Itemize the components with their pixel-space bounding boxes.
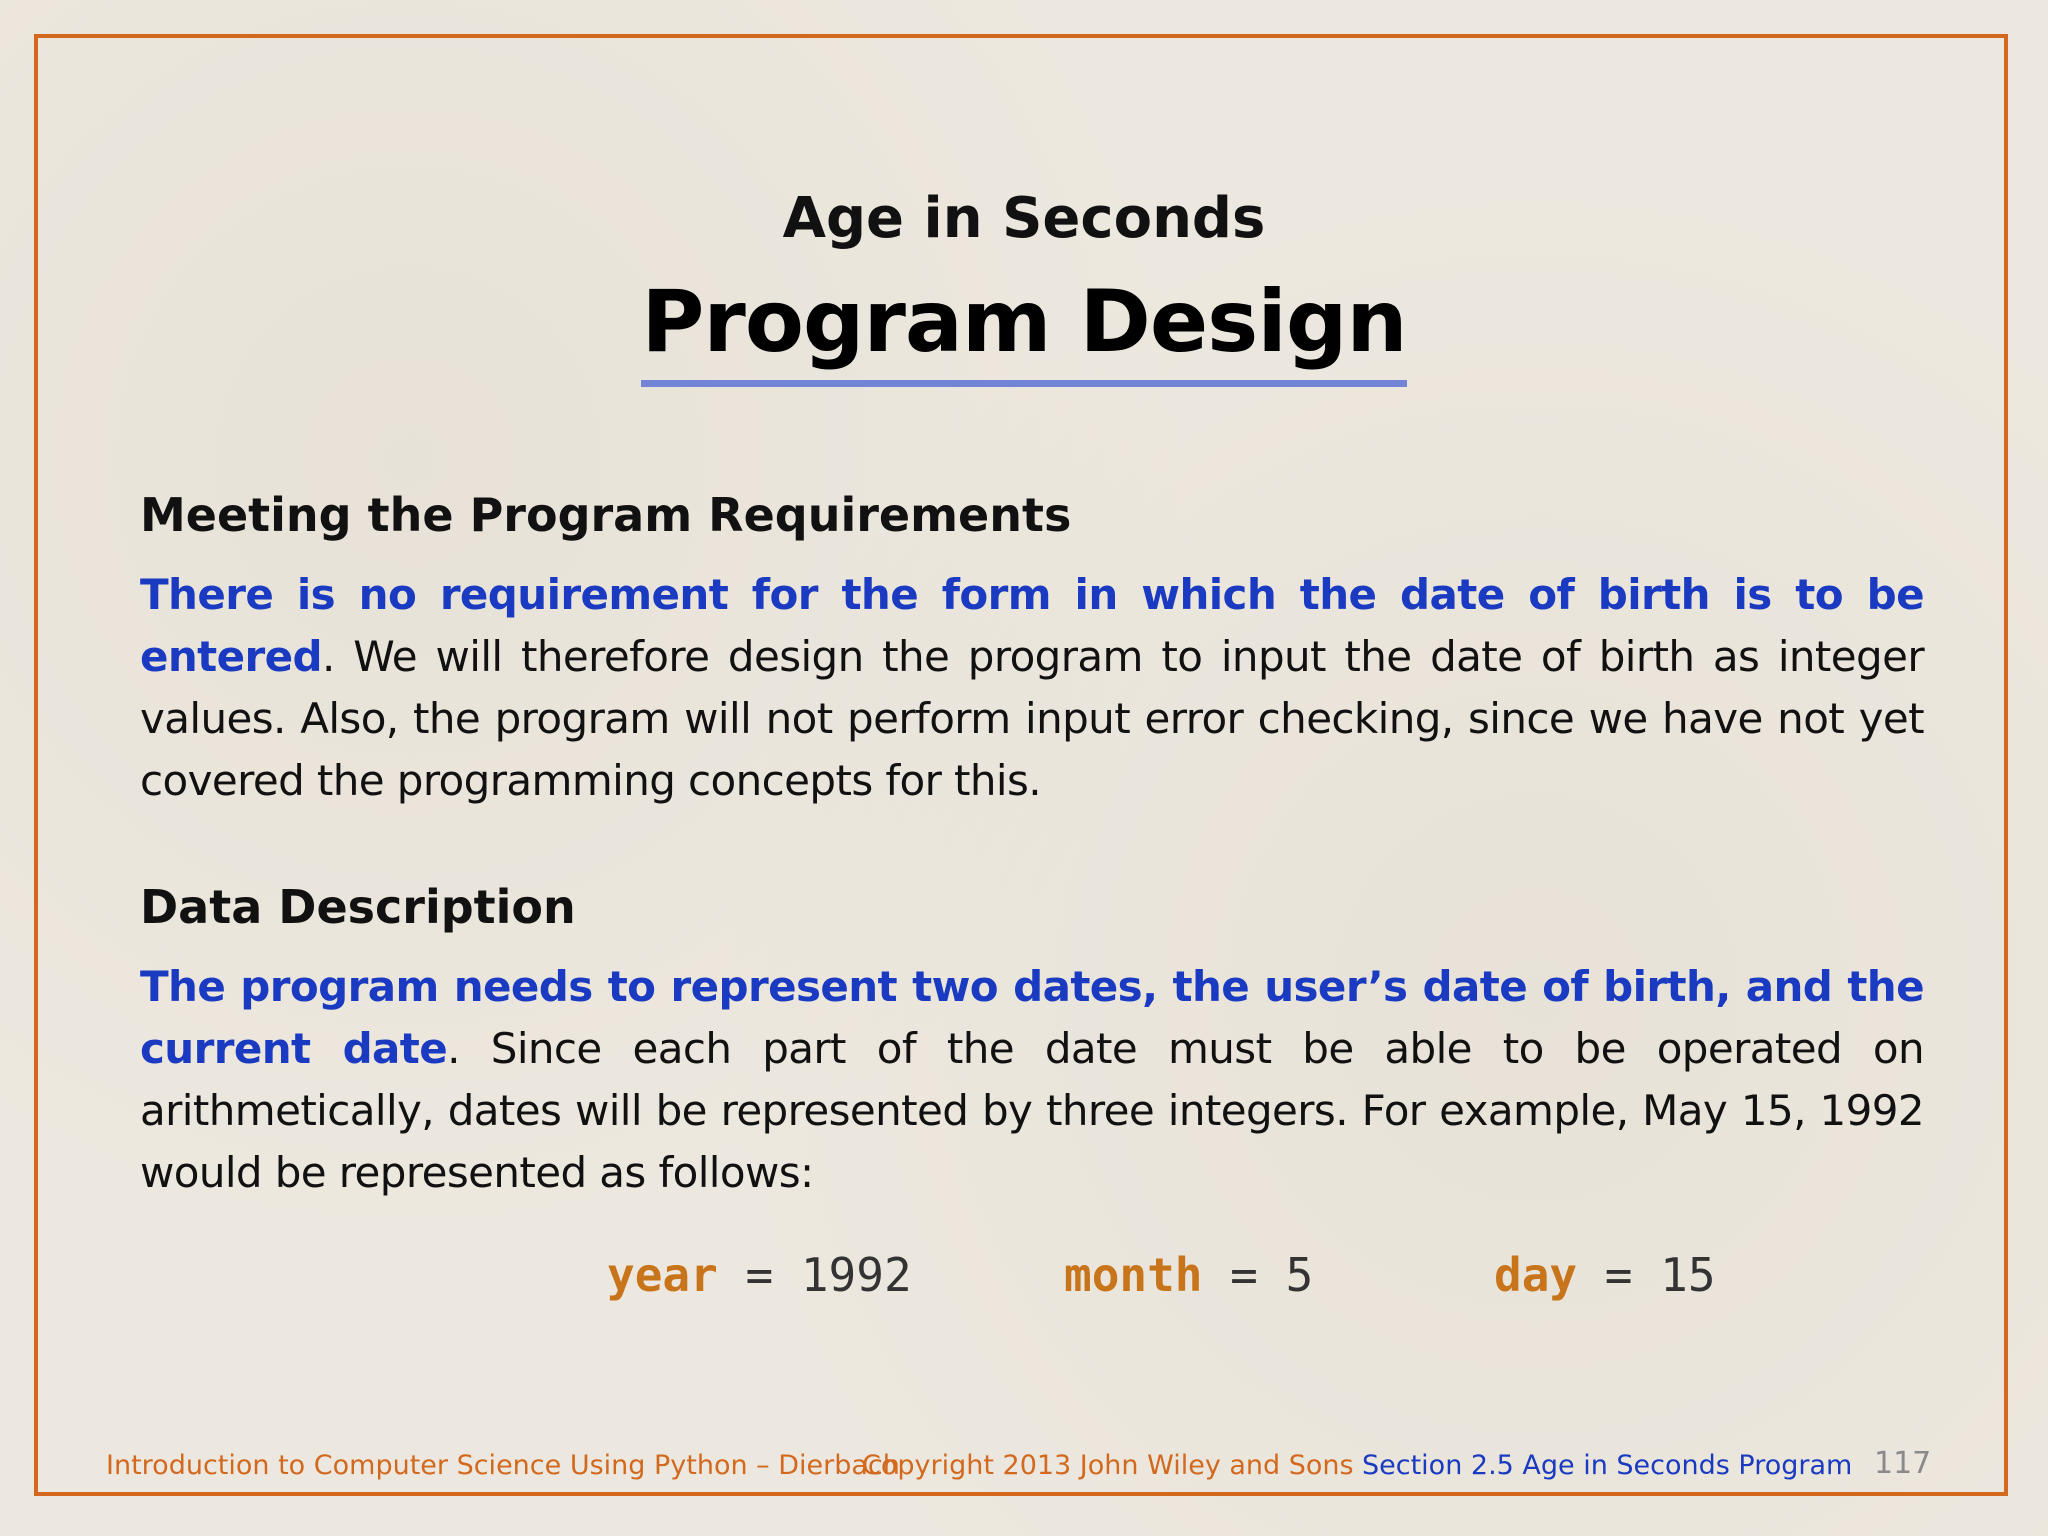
body-text: . Since each part of the date must be able to be operated on arithmetically, dates will be represented by three integers. For example, May 15, 1992 would be represented as follows: [140,1024,1925,1197]
code-year [607,1248,912,1302]
highlight-text: The program needs to represent two dates, the user’s date of birth, and the current date [140,962,1924,1073]
code-var-day: day [1494,1248,1578,1302]
slide-subtitle: Age in Seconds [782,186,1266,251]
footer-book: Introduction to Computer Science Using Python – Dierbach [106,1450,900,1481]
slide-title: Program Design [641,272,1406,387]
section-requirements [140,488,1924,812]
code-value-year: = 1992 [717,1248,912,1302]
code-value-month: = 5 [1202,1248,1314,1302]
footer-copyright: Copyright 2013 John Wiley and Sons [862,1450,1354,1481]
section-paragraph [140,564,1924,812]
code-month [1064,1248,1313,1302]
slide-title-wrap [0,272,2048,387]
code-var-year: year [607,1248,718,1302]
code-var-month: month [1064,1248,1203,1302]
code-day [1494,1248,1716,1302]
body-text: . We will therefore design the program to input the date of birth as integer values. Also, the program will not perform input error checking, since we have not yet covered the programming concepts for this. [140,632,1924,805]
section-heading: Data Description [140,880,576,934]
highlight-text: There is no requirement for the form in which the date of birth is to be entered [140,570,1924,681]
section-heading: Meeting the Program Requirements [140,488,1072,542]
section-data-description [140,880,1924,1204]
footer-section: Section 2.5 Age in Seconds Program [1362,1450,1853,1481]
code-value-day: = 15 [1577,1248,1716,1302]
page-number: 117 [1874,1446,1932,1481]
section-paragraph [140,956,1924,1204]
